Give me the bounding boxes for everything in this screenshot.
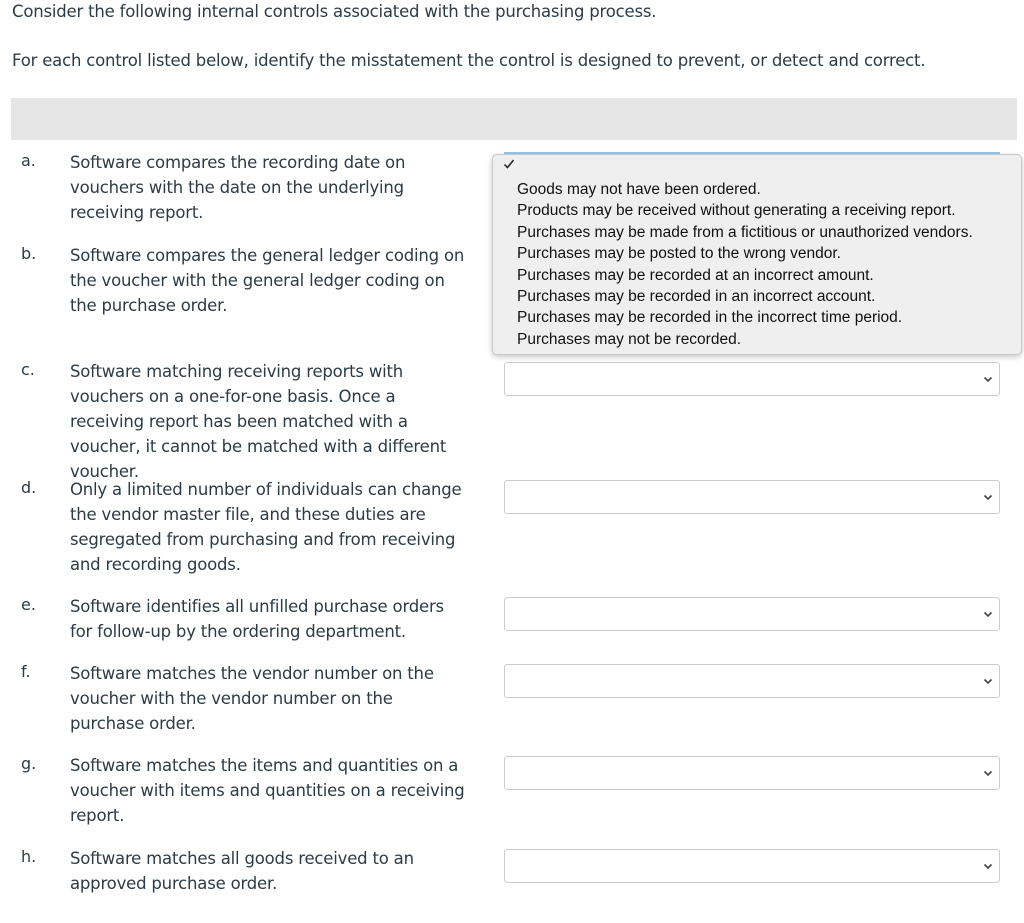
dropdown-option[interactable]: Purchases may be posted to the wrong vendor. <box>517 245 841 263</box>
control-text: Only a limited number of individuals can change the vendor master file, and these duties are segregated from purchasing and from receiving and recording goods. <box>70 480 462 574</box>
control-text: Software matches the vendor number on the voucher with the vendor number on the purchase order. <box>70 664 434 733</box>
chevron-down-icon <box>983 767 993 779</box>
dropdown-option[interactable]: Purchases may be recorded in the incorrect time period. <box>517 309 903 327</box>
instruction-line-1: Consider the following internal controls associated with the purchasing process. <box>12 2 657 21</box>
chevron-down-icon <box>983 675 993 687</box>
chevron-down-icon <box>983 373 993 385</box>
instruction-line-2: For each control listed below, identify the misstatement the control is designed to prevent, or detect and correct. <box>12 51 926 70</box>
chevron-down-icon <box>983 491 993 503</box>
control-text: Software matching receiving reports with vouchers on a one-for-one basis. Once a receiving report has been matched with a voucher, it cannot be matched with a different voucher. <box>70 362 447 481</box>
dropdown-option[interactable]: Goods may not have been ordered. <box>517 181 761 198</box>
control-letter: f. <box>21 662 31 681</box>
chevron-down-icon <box>983 608 993 620</box>
answer-select-f[interactable] <box>504 664 1000 698</box>
control-letter: d. <box>21 478 37 497</box>
dropdown-option[interactable]: Purchases may be recorded at an incorrect amount. <box>517 266 874 284</box>
control-letter: e. <box>21 595 36 614</box>
answer-select-c[interactable] <box>504 362 1000 396</box>
control-text: Software compares the recording date on vouchers with the date on the underlying receiving report. <box>70 153 406 222</box>
chevron-down-icon <box>983 860 993 872</box>
dropdown-option[interactable]: Purchases may be recorded in an incorrect account. <box>517 288 876 306</box>
control-text: Software compares the general ledger coding on the voucher with the general ledger coding on the purchase order. <box>70 246 465 315</box>
answer-dropdown-open[interactable] <box>492 154 1022 355</box>
dropdown-option[interactable]: Purchases may be made from a fictitious or unauthorized vendors. <box>517 223 973 241</box>
control-letter: a. <box>21 151 36 170</box>
dropdown-options <box>517 179 973 350</box>
control-letter: b. <box>21 244 37 263</box>
table-header-bar <box>11 98 1017 140</box>
dropdown-option[interactable]: Purchases may not be recorded. <box>517 330 742 348</box>
answer-select-h[interactable] <box>504 849 1000 883</box>
control-text: Software matches all goods received to an approved purchase order. <box>70 849 414 893</box>
dropdown-option[interactable]: Products may be received without generating a receiving report. <box>517 202 956 220</box>
control-letter: h. <box>21 847 37 866</box>
check-icon <box>503 158 515 170</box>
answer-select-g[interactable] <box>504 756 1000 790</box>
answer-select-e[interactable] <box>504 597 1000 631</box>
control-text: Software matches the items and quantities on a voucher with items and quantities on a receiving report. <box>70 756 465 825</box>
control-text: Software identifies all unfilled purchase orders for follow-up by the ordering department. <box>70 597 444 641</box>
control-letter: c. <box>21 360 35 379</box>
answer-select-d[interactable] <box>504 480 1000 514</box>
control-letter: g. <box>21 754 37 773</box>
